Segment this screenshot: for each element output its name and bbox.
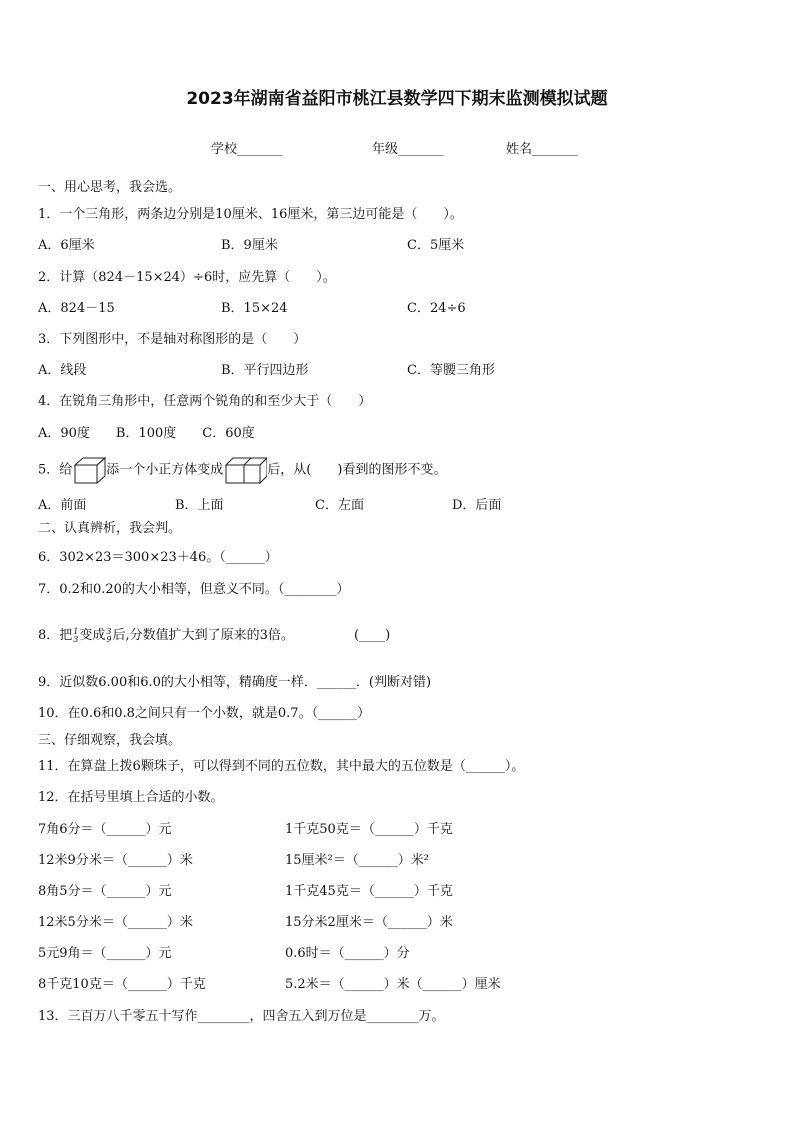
q12-left-item[interactable]: 8千克10克＝（______）千克 xyxy=(38,977,206,992)
double-cube-figure xyxy=(223,455,267,485)
option-a[interactable]: A．前面 xyxy=(38,498,87,513)
school-field[interactable]: 学校_______ xyxy=(211,142,283,157)
option-b[interactable]: B．15×24 xyxy=(221,301,288,316)
section-heading-2: 二、认真辨析，我会判。 xyxy=(38,521,182,536)
q12-left-item[interactable]: 5元9角＝（______）元 xyxy=(38,946,172,961)
option-a[interactable]: A．824－15 xyxy=(38,301,115,316)
q12-right-item[interactable]: 5.2米＝（______）米（______）厘米 xyxy=(285,977,501,992)
question-4-options: A．90度 B．100度 C．60度 xyxy=(38,426,255,441)
fraction-one-third: 1 3 xyxy=(73,626,79,644)
question-7: 7．0.2和0.20的大小相等，但意义不同。（________） xyxy=(38,582,350,597)
question-12: 12．在括号里填上合适的小数。 xyxy=(38,790,224,805)
q12-left-item[interactable]: 12米5分米＝（______）米 xyxy=(38,915,193,930)
option-d[interactable]: D．后面 xyxy=(452,498,502,513)
question-6: 6．302×23＝300×23＋46。（______） xyxy=(38,550,278,565)
q12-right-item[interactable]: 15厘米²＝（______）米² xyxy=(285,853,429,868)
answer-blank[interactable]: (____) xyxy=(354,628,391,643)
q12-right-item[interactable]: 15分米2厘米＝（______）米 xyxy=(285,915,453,930)
q12-left-item[interactable]: 8角5分＝（______）元 xyxy=(38,884,172,899)
q12-right-item[interactable]: 1千克50克＝（______）千克 xyxy=(285,822,453,837)
question-8 xyxy=(38,625,391,647)
fraction-three-ninths: 3 9 xyxy=(106,626,112,644)
question-13: 13．三百万八千零五十写作________，四舍五入到万位是________万。 xyxy=(38,1009,445,1024)
single-cube-figure xyxy=(72,455,106,485)
option-b[interactable]: B．平行四边形 xyxy=(221,363,309,378)
option-c[interactable]: C．左面 xyxy=(315,498,364,513)
question-4: 4．在锐角三角形中，任意两个锐角的和至少大于（ ） xyxy=(38,394,372,409)
question-8-prefix: 8．把 xyxy=(38,628,73,643)
option-c[interactable]: C．24÷6 xyxy=(407,301,466,316)
question-5-middle: 添一个小正方体变成 xyxy=(106,462,224,478)
grade-field[interactable]: 年级_______ xyxy=(372,142,444,157)
q12-left-item[interactable]: 7角6分＝（______）元 xyxy=(38,822,172,837)
section-heading-1: 一、用心思考，我会选。 xyxy=(38,180,182,195)
name-field[interactable]: 姓名_______ xyxy=(506,142,578,157)
question-9: 9．近似数6.00和6.0的大小相等，精确度一样．______．(判断对错) xyxy=(38,675,432,690)
q12-right-item[interactable]: 0.6时＝（______）分 xyxy=(285,946,410,961)
question-8-suffix: 后,分数值扩大到了原来的3倍。 xyxy=(112,628,294,643)
question-8-mid: 变成 xyxy=(79,628,106,643)
question-2: 2．计算（824－15×24）÷6时，应先算（ ）。 xyxy=(38,270,336,285)
question-3: 3．下列图形中，不是轴对称图形的是（ ） xyxy=(38,332,307,347)
option-a[interactable]: A．线段 xyxy=(38,363,87,378)
section-heading-3: 三、仔细观察，我会填。 xyxy=(38,733,182,748)
question-5 xyxy=(38,455,446,486)
question-5-suffix: 后，从( )看到的图形不变。 xyxy=(267,462,447,478)
q12-left-item[interactable]: 12米9分米＝（______）米 xyxy=(38,853,193,868)
option-b[interactable]: B．上面 xyxy=(175,498,224,513)
question-10: 10．在0.6和0.8之间只有一个小数，就是0.7。（______） xyxy=(38,706,371,721)
option-c[interactable]: C．5厘米 xyxy=(407,238,465,253)
question-11: 11．在算盘上拨6颗珠子，可以得到不同的五位数，其中最大的五位数是（______）。 xyxy=(38,759,525,774)
question-1: 1．一个三角形，两条边分别是10厘米、16厘米，第三边可能是（ ）。 xyxy=(38,207,463,222)
option-c[interactable]: C．等腰三角形 xyxy=(407,363,495,378)
option-a[interactable]: A．6厘米 xyxy=(38,238,95,253)
q12-right-item[interactable]: 1千克45克＝（______）千克 xyxy=(285,884,453,899)
question-5-prefix: 5．给 xyxy=(38,462,73,478)
page-title: 2023年湖南省益阳市桃江县数学四下期末监测模拟试题 xyxy=(186,89,608,109)
option-b[interactable]: B．9厘米 xyxy=(221,238,278,253)
